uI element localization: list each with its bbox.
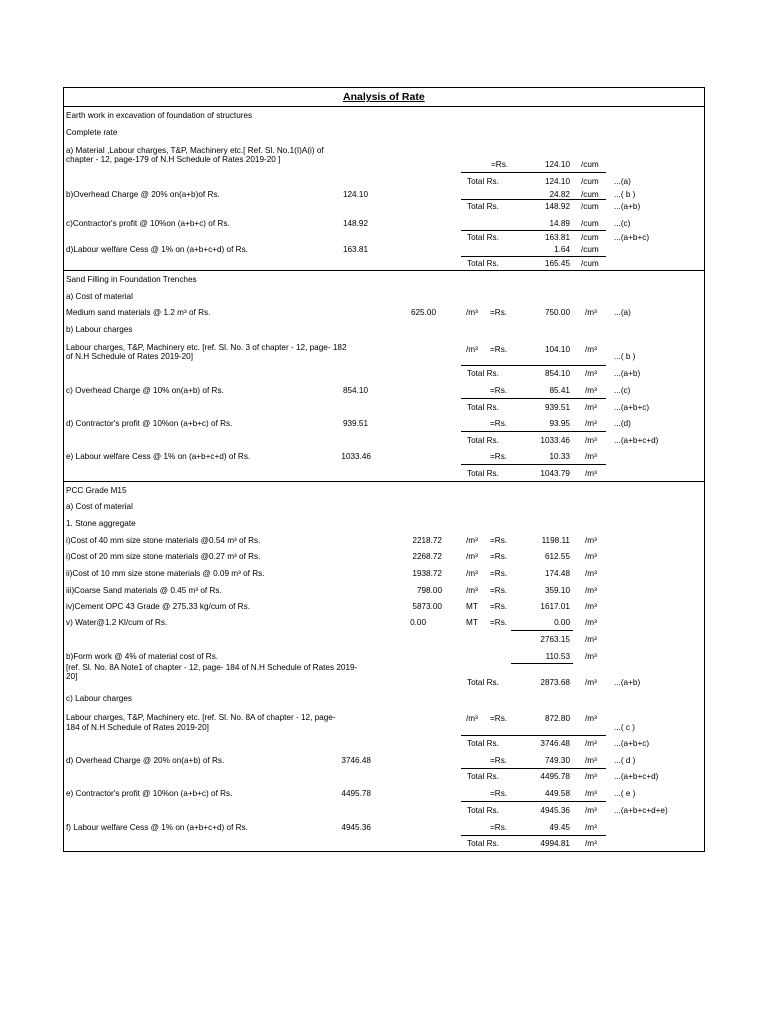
rate-unit: /m³: [466, 714, 478, 723]
unit: /m³: [585, 386, 597, 395]
total-amount: 4945.36: [540, 806, 570, 815]
section-heading: PCC Grade M15: [66, 486, 127, 495]
formula-note: ...( b ): [614, 352, 636, 361]
total-amount: 124.10: [544, 177, 570, 186]
amount: 124.10: [544, 160, 570, 169]
amount: 359.10: [544, 586, 570, 595]
base-amount: 4495.78: [341, 789, 371, 798]
line-item-label: e) Labour welfare Cess @ 1% on (a+b+c+d) of Rs.: [66, 452, 251, 461]
subsection-heading: a) Cost of material: [66, 502, 133, 511]
material-item-label: iv)Cement OPC 43 Grade @ 275.33 kg/cum of Rs.: [66, 602, 250, 611]
underline: [461, 398, 606, 399]
equals-label: =Rs.: [490, 569, 508, 578]
equals-label: =Rs.: [490, 586, 508, 595]
total-amount: 1033.46: [540, 436, 570, 445]
total-amount: 165.45: [544, 259, 570, 268]
line-item-label: d) Overhead Charge @ 20% on(a+b) of Rs.: [66, 756, 225, 765]
amount: 85.41: [549, 386, 570, 395]
amount: 1.64: [554, 245, 570, 254]
total-amount: 163.81: [544, 233, 570, 242]
total-amount: 2873.68: [540, 678, 570, 687]
rate-unit: MT: [466, 602, 478, 611]
underline: [461, 172, 606, 173]
amount: 1198.11: [541, 536, 570, 545]
item-description: Labour charges, T&P, Machinery etc. [ref. Sl. No. 8A of chapter - 12, page-: [66, 713, 336, 722]
rate: 798.00: [416, 586, 442, 595]
formula-note: ...( c ): [614, 723, 635, 732]
rate: 2218.72: [412, 536, 442, 545]
amount: 449.58: [544, 789, 570, 798]
base-amount: 939.51: [342, 419, 368, 428]
line-item-label: e) Contractor's profit @ 10%on (a+b+c) of Rs.: [66, 789, 233, 798]
underline: [461, 735, 606, 736]
total-amount: 854.10: [544, 369, 570, 378]
amount: 872.80: [544, 714, 570, 723]
equals-label: =Rs.: [490, 602, 508, 611]
formula-note: ...( b ): [614, 190, 636, 199]
formula-note: ...(c): [614, 219, 631, 228]
rate-analysis-sheet: [63, 87, 705, 852]
rate: 2268.72: [412, 552, 442, 561]
underline: [461, 365, 606, 366]
rate: 5873.00: [412, 602, 442, 611]
unit: /m³: [585, 452, 597, 461]
line-item-label: c) Overhead Charge @ 10% on(a+b) of Rs.: [66, 386, 224, 395]
amount: 1617.01: [540, 602, 570, 611]
unit: /m³: [585, 635, 597, 644]
unit: /m³: [585, 756, 597, 765]
base-amount: 1033.46: [341, 452, 371, 461]
line-item-label: Medium sand materials @ 1.2 m³ of Rs.: [66, 308, 211, 317]
underline: [461, 768, 606, 769]
amount: 24.82: [549, 190, 570, 199]
item-description: a) Material ,Labour charges, T&P, Machinery etc.[ Ref. Sl. No.1(I)A(i) of: [66, 146, 324, 155]
unit: /m³: [585, 369, 597, 378]
unit: /m³: [585, 714, 597, 723]
rate-unit: /m³: [466, 345, 478, 354]
line-item-label: d)Labour welfare Cess @ 1% on (a+b+c+d) of Rs.: [66, 245, 248, 254]
equals-label: =Rs.: [490, 756, 508, 765]
material-item-label: i)Cost of 20 mm size stone materials @0.27 m³ of Rs.: [66, 552, 261, 561]
unit: /cum: [581, 160, 599, 169]
amount: 110.53: [545, 652, 570, 661]
equals-label: =Rs.: [490, 823, 508, 832]
line-item-label: f) Labour welfare Cess @ 1% on (a+b+c+d) of Rs.: [66, 823, 248, 832]
unit: /cum: [581, 233, 599, 242]
material-item-label: v) Water@1.2 Kl/cum of Rs.: [66, 618, 168, 627]
amount: 104.10: [544, 345, 570, 354]
unit: /cum: [581, 259, 599, 268]
unit: /m³: [585, 739, 597, 748]
formula-note: ...(a): [614, 308, 631, 317]
amount: 750.00: [544, 308, 570, 317]
line-item-label: b)Overhead Charge @ 20% on(a+b)of Rs.: [66, 190, 220, 199]
section-divider: [63, 270, 705, 271]
formula-note: ...(a+b+c+d): [614, 436, 659, 445]
formula-note: ...(a): [614, 177, 631, 186]
line-item-label: c)Contractor's profit @ 10%on (a+b+c) of Rs.: [66, 219, 230, 228]
unit: /m³: [585, 618, 597, 627]
unit: /m³: [585, 678, 597, 687]
unit: /m³: [585, 552, 597, 561]
total-amount: 3746.48: [540, 739, 570, 748]
unit: /m³: [585, 469, 597, 478]
section-heading: Sand Filling in Foundation Trenches: [66, 275, 197, 284]
total-label: Total Rs.: [467, 772, 499, 781]
unit: /cum: [581, 190, 599, 199]
unit: /cum: [581, 202, 599, 211]
material-item-label: ii)Cost of 10 mm size stone materials @ 0.09 m³ of Rs.: [66, 569, 265, 578]
rate: 0.00: [410, 618, 426, 627]
unit: /m³: [585, 536, 597, 545]
amount: 93.95: [549, 419, 570, 428]
total-label: Total Rs.: [467, 202, 499, 211]
underline: [461, 835, 606, 836]
material-item-label: i)Cost of 40 mm size stone materials @0.54 m³ of Rs.: [66, 536, 261, 545]
unit: /cum: [581, 219, 599, 228]
base-amount: 4945.36: [341, 823, 371, 832]
rate: 625.00: [410, 308, 436, 317]
underline: [461, 801, 606, 802]
item-description: of N.H Schedule of Rates 2019-20]: [66, 352, 193, 361]
formula-note: ...(a+b+c+d): [614, 772, 659, 781]
equals-label: =Rs.: [490, 386, 508, 395]
item-reference: 20]: [66, 672, 78, 681]
total-amount: 4495.78: [540, 772, 570, 781]
subsection-heading: a) Cost of material: [66, 292, 133, 301]
total-label: Total Rs.: [467, 839, 499, 848]
rate-unit: /m³: [466, 569, 478, 578]
unit: /m³: [585, 602, 597, 611]
unit: /m³: [585, 403, 597, 412]
formula-note: ...(a+b+c+d+e): [614, 806, 668, 815]
underline: [461, 464, 606, 465]
equals-label: =Rs.: [490, 536, 508, 545]
underline: [511, 663, 573, 664]
base-amount: 3746.48: [341, 756, 371, 765]
item-description: 184 of N.H Schedule of Rates 2019-20]: [66, 723, 209, 732]
page-title: Analysis of Rate: [343, 91, 425, 103]
line-item-label: d) Contractor's profit @ 10%on (a+b+c) of Rs.: [66, 419, 233, 428]
total-label: Total Rs.: [467, 469, 499, 478]
equals-label: =Rs.: [490, 714, 508, 723]
base-amount: 148.92: [342, 219, 368, 228]
unit: /m³: [585, 839, 597, 848]
unit: /m³: [585, 772, 597, 781]
unit: /m³: [585, 789, 597, 798]
rate-unit: /m³: [466, 552, 478, 561]
subtotal-amount: 2763.15: [540, 635, 570, 644]
total-amount: 4994.81: [540, 839, 570, 848]
amount: 0.00: [554, 618, 570, 627]
underline: [461, 256, 606, 257]
formula-note: ...( d ): [614, 756, 636, 765]
section-divider: [63, 481, 705, 482]
rate-unit: /m³: [466, 308, 478, 317]
rate-unit: /m³: [466, 586, 478, 595]
base-amount: 124.10: [342, 190, 368, 199]
equals-label: =Rs.: [490, 345, 508, 354]
unit: /m³: [585, 823, 597, 832]
unit: /m³: [585, 806, 597, 815]
equals-label: =Rs.: [490, 308, 508, 317]
total-amount: 1043.79: [540, 469, 570, 478]
underline: [461, 199, 606, 200]
base-amount: 854.10: [342, 386, 368, 395]
title-divider: [63, 106, 705, 107]
item-reference: [ref. Sl. No. 8A Note1 of chapter - 12, page- 184 of N.H Schedule of Rates 2019-: [66, 663, 358, 672]
total-amount: 939.51: [544, 403, 570, 412]
equals-label: =Rs.: [490, 552, 508, 561]
total-label: Total Rs.: [467, 806, 499, 815]
total-label: Total Rs.: [467, 403, 499, 412]
total-label: Total Rs.: [467, 436, 499, 445]
unit: /m³: [585, 419, 597, 428]
total-label: Total Rs.: [467, 369, 499, 378]
underline: [461, 431, 606, 432]
total-label: Total Rs.: [467, 739, 499, 748]
rate-unit: MT: [466, 618, 478, 627]
subsection-heading: c) Labour charges: [66, 694, 132, 703]
unit: /m³: [585, 569, 597, 578]
item-description: chapter - 12, page-179 of N.H Schedule of Rates 2019-20 ]: [66, 155, 281, 164]
total-amount: 148.92: [544, 202, 570, 211]
total-label: Total Rs.: [467, 233, 499, 242]
equals-label: =Rs.: [490, 452, 508, 461]
total-label: Total Rs.: [467, 259, 499, 268]
formula-note: ...(a+b+c): [614, 403, 650, 412]
unit: /cum: [581, 177, 599, 186]
rate-unit: /m³: [466, 536, 478, 545]
complete-rate-label: Complete rate: [66, 128, 118, 137]
unit: /m³: [585, 345, 597, 354]
material-item-label: iii)Coarse Sand materials @ 0.45 m³ of Rs.: [66, 586, 222, 595]
equals-label: =Rs.: [490, 789, 508, 798]
total-label: Total Rs.: [467, 678, 499, 687]
base-amount: 163.81: [342, 245, 368, 254]
total-label: Total Rs.: [467, 177, 499, 186]
amount: 612.55: [544, 552, 570, 561]
item-description: Labour charges, T&P, Machinery etc. [ref. Sl. No. 3 of chapter - 12, page- 182: [66, 343, 347, 352]
unit: /m³: [585, 436, 597, 445]
amount: 174.48: [544, 569, 570, 578]
underline: [511, 630, 573, 631]
equals-label: =Rs.: [491, 160, 509, 169]
equals-label: =Rs.: [490, 419, 508, 428]
formula-note: ...(d): [614, 419, 631, 428]
amount: 49.45: [549, 823, 570, 832]
amount: 14.89: [549, 219, 570, 228]
subsection-heading: b) Labour charges: [66, 325, 133, 334]
formula-note: ...(a+b): [614, 202, 641, 211]
formula-note: ...(c): [614, 386, 631, 395]
underline: [461, 230, 606, 231]
section-heading: Earth work in excavation of foundation of structures: [66, 111, 253, 120]
line-item-label: b)Form work @ 4% of material cost of Rs.: [66, 652, 219, 661]
unit: /cum: [581, 245, 599, 254]
equals-label: =Rs.: [490, 618, 508, 627]
formula-note: ...(a+b): [614, 369, 641, 378]
rate: 1938.72: [412, 569, 442, 578]
unit: /m³: [585, 308, 597, 317]
unit: /m³: [585, 652, 597, 661]
formula-note: ...( e ): [614, 789, 636, 798]
amount: 749.30: [544, 756, 570, 765]
unit: /m³: [585, 586, 597, 595]
formula-note: ...(a+b+c): [614, 739, 650, 748]
subsection-heading: 1. Stone aggregate: [66, 519, 136, 528]
formula-note: ...(a+b+c): [614, 233, 650, 242]
formula-note: ...(a+b): [614, 678, 641, 687]
amount: 10.33: [549, 452, 570, 461]
